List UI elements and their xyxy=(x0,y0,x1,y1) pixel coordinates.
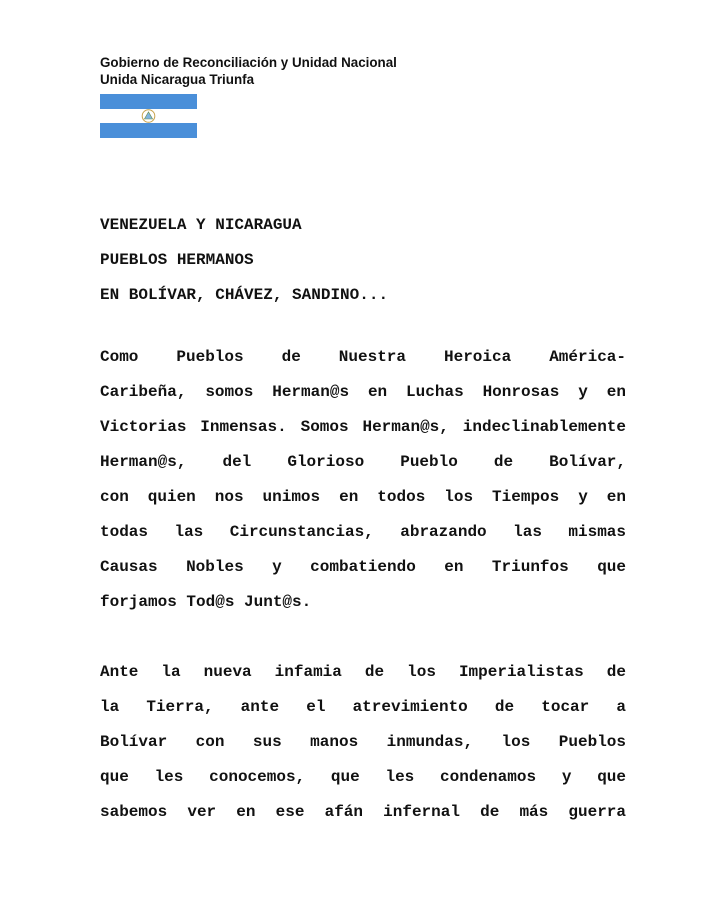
coat-of-arms-icon xyxy=(141,109,156,123)
paragraph-line: forjamos Tod@s Junt@s. xyxy=(100,593,312,611)
letterhead-government-name: Gobierno de Reconciliación y Unidad Nacional xyxy=(100,55,397,70)
paragraph-line: Caribeña, somos Herman@s en Luchas Honrosas y en xyxy=(100,383,626,401)
paragraph-line: todas las Circunstancias, abrazando las mismas xyxy=(100,523,626,541)
paragraph-line: sabemos ver en ese afán infernal de más guerra xyxy=(100,803,626,821)
paragraph-1 xyxy=(100,340,626,620)
paragraph-line: con quien nos unimos en todos los Tiempos y en xyxy=(100,488,626,506)
document-title xyxy=(100,208,388,313)
flag-stripe-bottom xyxy=(100,123,197,138)
title-line: PUEBLOS HERMANOS xyxy=(100,251,254,269)
paragraph-line: Herman@s, del Glorioso Pueblo de Bolívar, xyxy=(100,453,626,471)
paragraph-line: Como Pueblos de Nuestra Heroica América- xyxy=(100,348,626,366)
paragraph-line: que les conocemos, que les condenamos y que xyxy=(100,768,626,786)
letterhead xyxy=(100,54,397,88)
paragraph-line: Ante la nueva infamia de los Imperialistas de xyxy=(100,663,626,681)
paragraph-line: la Tierra, ante el atrevimiento de tocar a xyxy=(100,698,626,716)
paragraph-line: Bolívar con sus manos inmundas, los Pueblos xyxy=(100,733,626,751)
nicaragua-flag-icon xyxy=(100,94,197,138)
paragraph-line: Victorias Inmensas. Somos Herman@s, indeclinablemente xyxy=(100,418,626,436)
title-line: VENEZUELA Y NICARAGUA xyxy=(100,216,302,234)
letterhead-slogan: Unida Nicaragua Triunfa xyxy=(100,72,255,87)
flag-stripe-top xyxy=(100,94,197,109)
title-line: EN BOLÍVAR, CHÁVEZ, SANDINO... xyxy=(100,286,389,304)
paragraph-line: Causas Nobles y combatiendo en Triunfos que xyxy=(100,558,626,576)
paragraph-2 xyxy=(100,655,626,830)
